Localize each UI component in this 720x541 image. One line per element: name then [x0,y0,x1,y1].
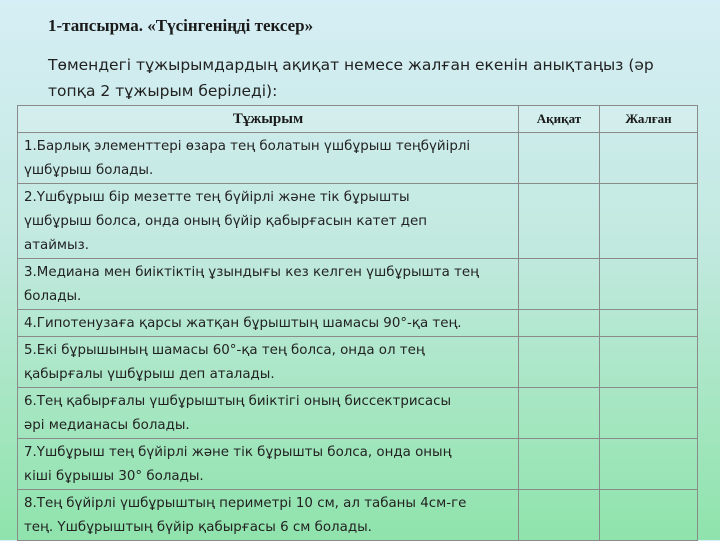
false-answer-cell[interactable] [600,490,698,541]
false-answer-cell[interactable] [600,388,698,439]
statement-cell: 6.Тең қабырғалы үшбұрыштың биіктігі оның биссектрисасы әрі медианасы болады. [18,388,519,439]
statement-cell: 5.Екі бұрышының шамасы 60°-қа тең болса, онда ол тең қабырғалы үшбұрыш деп аталады. [18,337,519,388]
true-answer-cell[interactable] [519,337,600,388]
table-header-row [18,106,698,133]
statement-cell: 1.Барлық элементтері өзара тең болатын үшбұрыш теңбүйірлі үшбұрыш болады. [18,133,519,184]
statement-cell: 7.Үшбұрыш тең бүйірлі және тік бұрышты болса, онда оның кіші бұрышы 30° болады. [18,439,519,490]
column-header-statement: Тұжырым [18,106,519,133]
table-row [18,388,698,439]
column-header-true: Ақиқат [519,106,600,133]
table-row [18,184,698,259]
statement-cell: 8.Тең бүйірлі үшбұрыштың периметрі 10 см, ал табаны 4см-ге тең. Үшбұрыштың бүйір қабырғасы 6 см болады. [18,490,519,541]
false-answer-cell[interactable] [600,259,698,310]
false-answer-cell[interactable] [600,439,698,490]
true-answer-cell[interactable] [519,388,600,439]
table-row [18,310,698,337]
table-row [18,439,698,490]
false-answer-cell[interactable] [600,133,698,184]
task-title: 1-тапсырма. «Түсінгеніңді тексер» [48,16,314,35]
true-answer-cell[interactable] [519,310,600,337]
table-row [18,337,698,388]
false-answer-cell[interactable] [600,310,698,337]
false-answer-cell[interactable] [600,184,698,259]
table-row [18,133,698,184]
statements-table [17,105,698,541]
true-answer-cell[interactable] [519,439,600,490]
true-answer-cell[interactable] [519,259,600,310]
statement-cell: 4.Гипотенузаға қарсы жатқан бұрыштың шамасы 90°-қа тең. [18,310,519,337]
false-answer-cell[interactable] [600,337,698,388]
statement-cell: 3.Медиана мен биіктіктің ұзындығы кез келген үшбұрышта тең болады. [18,259,519,310]
statement-cell: 2.Үшбұрыш бір мезетте тең бүйірлі және тік бұрышты үшбұрыш болса, онда оның бүйір қабырғасын катет деп атаймыз. [18,184,519,259]
true-answer-cell[interactable] [519,133,600,184]
table-row [18,259,698,310]
true-answer-cell[interactable] [519,490,600,541]
true-answer-cell[interactable] [519,184,600,259]
task-instruction: Төмендегі тұжырымдардың ақиқат немесе жалған екенін анықтаңыз (әр топқа 2 тұжырым беріледі): [48,56,654,100]
column-header-false: Жалған [600,106,698,133]
table-row [18,490,698,541]
